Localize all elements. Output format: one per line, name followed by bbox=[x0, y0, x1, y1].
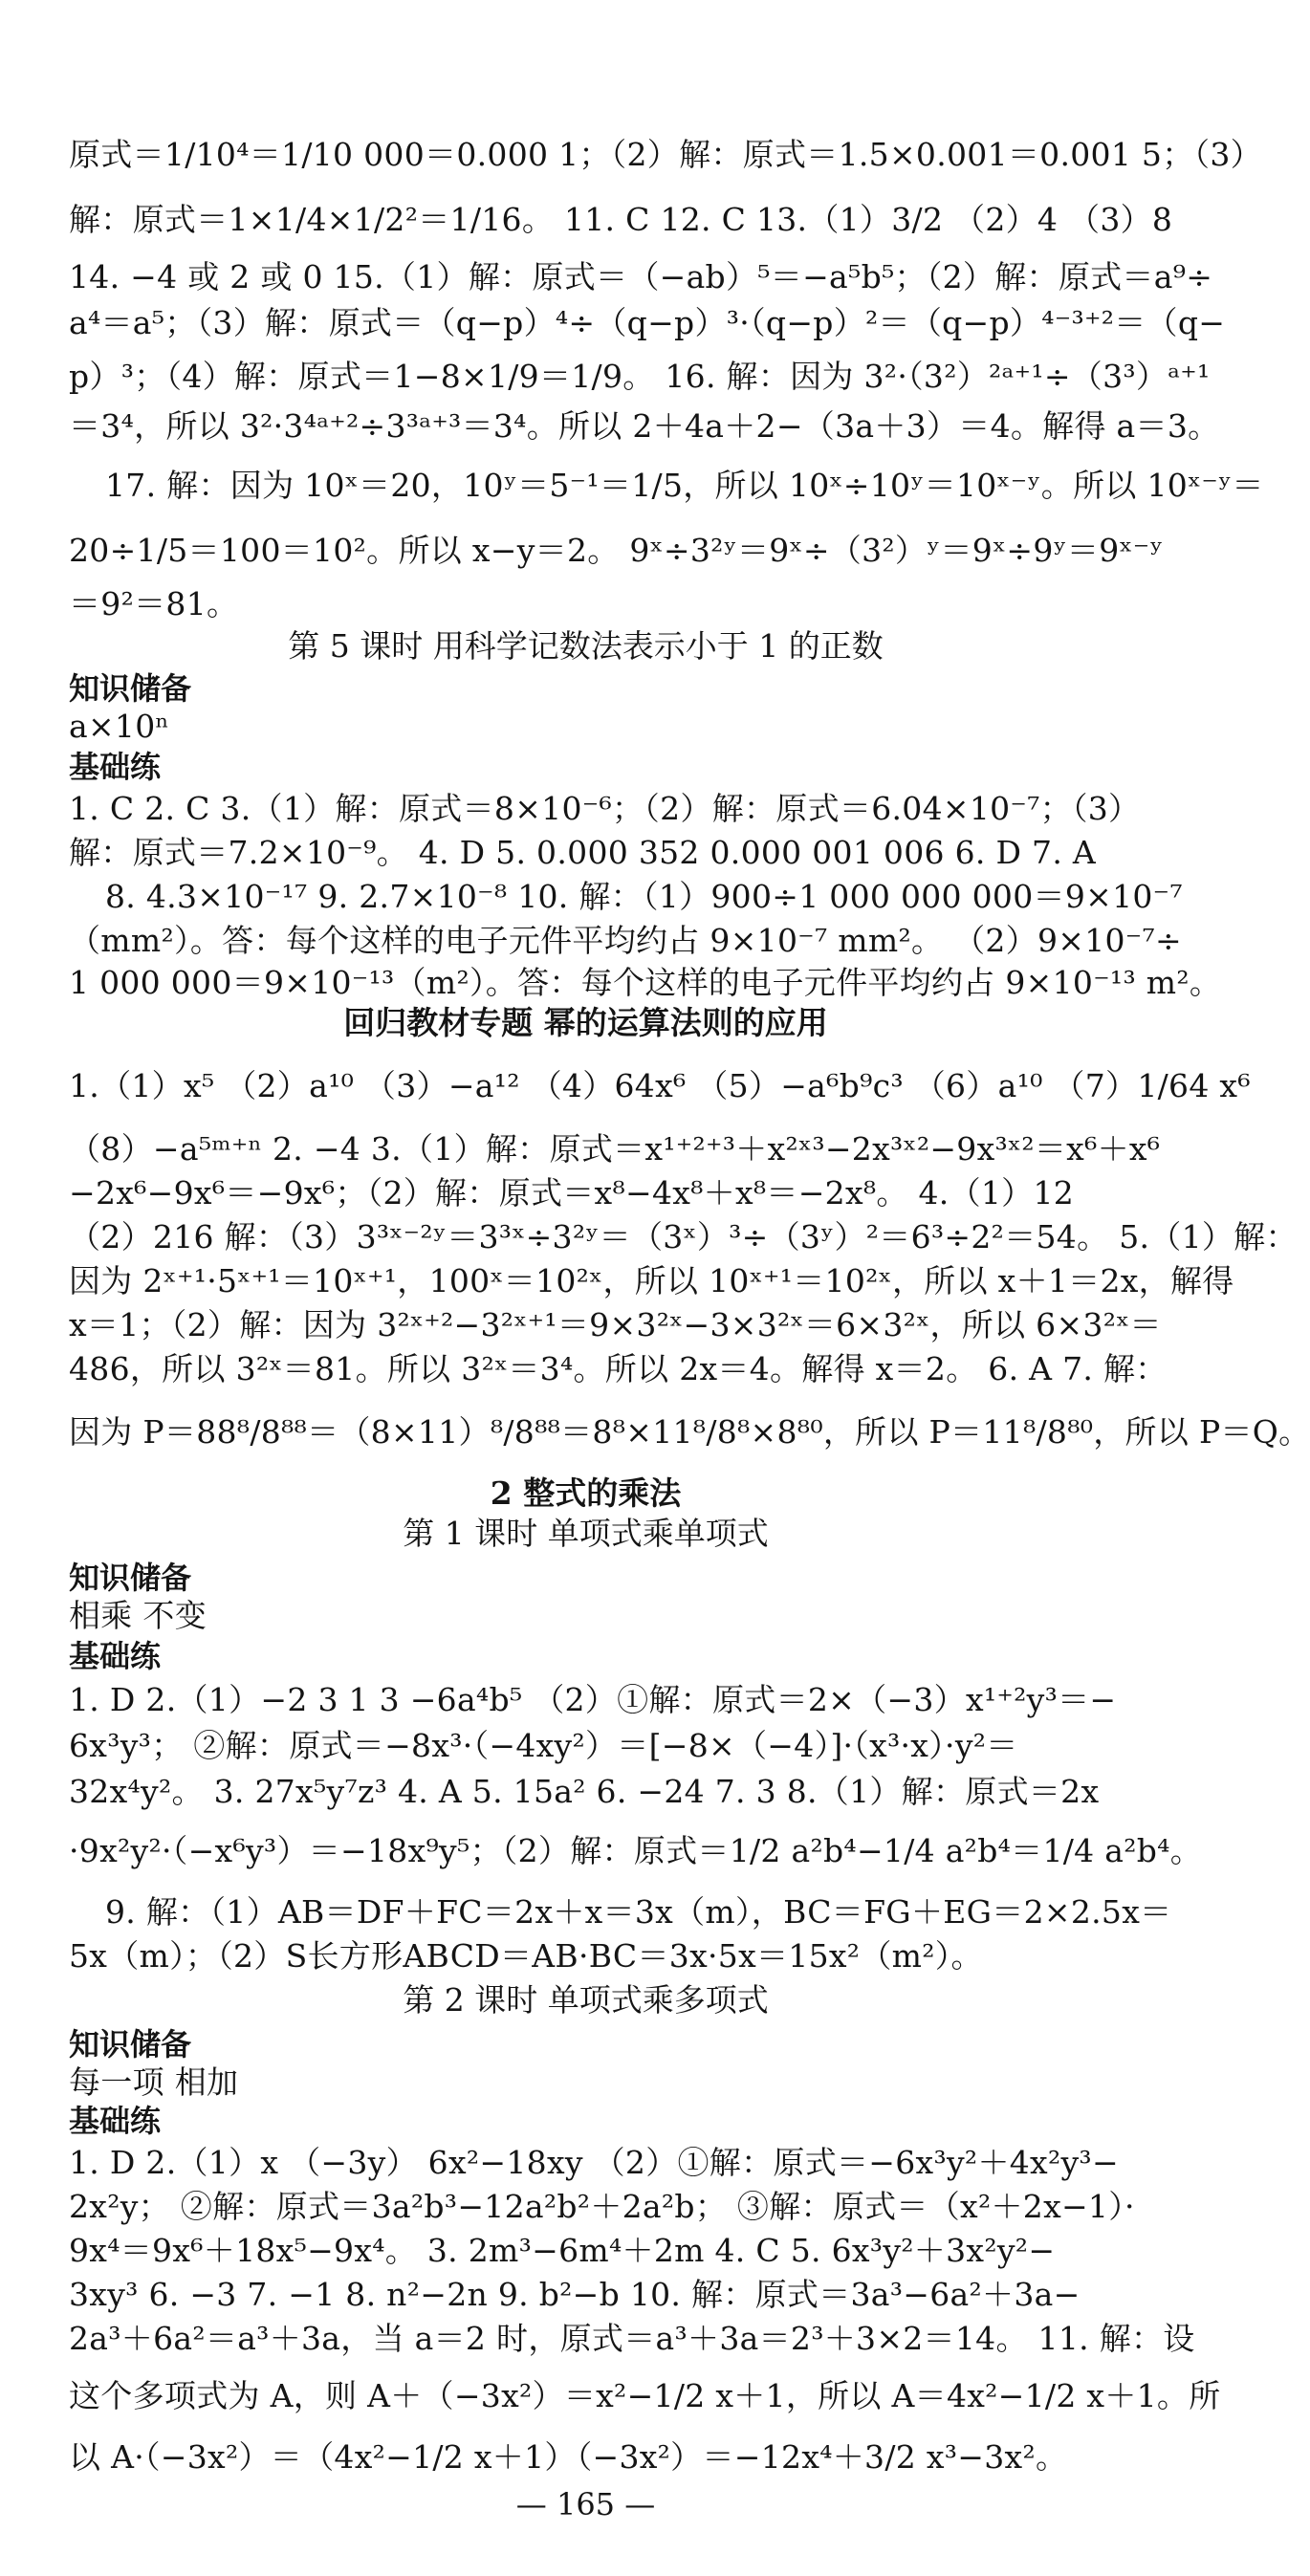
text-line: 8. 4.3×10⁻¹⁷ 9. 2.7×10⁻⁸ 10. 解：（1）900÷1 000 000 000＝9×10⁻⁷ bbox=[105, 878, 1183, 915]
text-line: 486，所以 3²ˣ＝81。所以 3²ˣ＝3⁴。所以 2x＝4。解得 x＝2。 6. A 7. 解： bbox=[69, 1350, 1168, 1387]
section-title: 第 1 课时 单项式乘单项式 bbox=[403, 1515, 769, 1552]
section-title: 回归教材专题 幂的运算法则的应用 bbox=[343, 1004, 828, 1041]
page-number: — 165 — bbox=[515, 2486, 656, 2522]
text-line: p）³；（4）解：原式＝1−8×1/9＝1/9。 16. 解：因为 3²·（3²）²ᵃ⁺¹÷（3³）ᵃ⁺¹ bbox=[69, 358, 1211, 395]
text-line: 2a³＋6a²＝a³＋3a，当 a＝2 时，原式＝a³＋3a＝2³＋3×2＝14。 11. 解：设 bbox=[69, 2320, 1195, 2357]
text-line: 2x²y； ②解：原式＝3a²b³−12a²b²＋2a²b； ③解：原式＝（x²＋2x−1）· bbox=[69, 2188, 1135, 2225]
text-line: 因为 P＝88⁸/8⁸⁸＝（8×11）⁸/8⁸⁸＝8⁸×11⁸/8⁸×8⁸⁰，所以 P＝11⁸/8⁸⁰，所以 P＝Q。 bbox=[69, 1413, 1310, 1451]
text-line: 1. D 2.（1）x （−3y） 6x²−18xy （2）①解：原式＝−6x³y²＋4x²y³− bbox=[69, 2144, 1119, 2181]
section-heading: 知识储备 bbox=[69, 670, 192, 707]
text-line: （mm²）。答：每个这样的电子元件平均约占 9×10⁻⁷ mm²。 （2）9×10⁻⁷÷ bbox=[69, 922, 1183, 959]
text-line: 原式＝1/10⁴＝1/10 000＝0.000 1；（2）解：原式＝1.5×0.001＝0.001 5；（3） bbox=[69, 136, 1262, 173]
text-line: 1 000 000＝9×10⁻¹³（m²）。答：每个这样的电子元件平均约占 9×10⁻¹³ m²。 bbox=[69, 964, 1222, 1001]
text-line: 以 A·（−3x²）＝（4x²−1/2 x＋1）（−3x²）＝−12x⁴＋3/2 x³−3x²。 bbox=[69, 2438, 1068, 2476]
text-line: ＝9²＝81。 bbox=[69, 585, 239, 622]
text-line: 每一项 相加 bbox=[69, 2063, 239, 2101]
text-line: 14. −4 或 2 或 0 15.（1）解：原式＝（−ab）⁵＝−a⁵b⁵；（2）解：原式＝a⁹÷ bbox=[69, 258, 1213, 295]
section-heading: 基础练 bbox=[69, 2103, 162, 2139]
text-line: ＝3⁴，所以 3²·3⁴ᵃ⁺²÷3³ᵃ⁺³＝3⁴。所以 2＋4a＋2−（3a＋3）＝4。解得 a＝3。 bbox=[69, 407, 1220, 445]
text-line: 1. D 2.（1）−2 3 1 3 −6a⁴b⁵ （2）①解：原式＝2×（−3）x¹⁺²y³＝− bbox=[69, 1681, 1117, 1718]
text-line: 3xy³ 6. −3 7. −1 8. n²−2n 9. b²−b 10. 解：原式＝3a³−6a²＋3a− bbox=[69, 2276, 1081, 2313]
text-line: 解：原式＝7.2×10⁻⁹。 4. D 5. 0.000 352 0.000 001 006 6. D 7. A bbox=[69, 834, 1097, 871]
text-line: 相乘 不变 bbox=[69, 1597, 207, 1634]
section-heading: 知识储备 bbox=[69, 1560, 192, 1596]
text-line: a×10ⁿ bbox=[69, 708, 170, 745]
text-line: ·9x²y²·（−x⁶y³）＝−18x⁹y⁵；（2）解：原式＝1/2 a²b⁴−1/4 a²b⁴＝1/4 a²b⁴。 bbox=[69, 1832, 1203, 1869]
text-line: （8）−a⁵ᵐ⁺ⁿ 2. −4 3.（1）解：原式＝x¹⁺²⁺³＋x²ˣ³−2x³ˣ²−9x³ˣ²＝x⁶＋x⁶ bbox=[69, 1130, 1161, 1168]
text-line: 32x⁴y²。 3. 27x⁵y⁷z³ 4. A 5. 15a² 6. −24 7. 3 8.（1）解：原式＝2x bbox=[69, 1773, 1100, 1810]
text-line: a⁴＝a⁵；（3）解：原式＝（q−p）⁴÷（q−p）³·（q−p）²＝（q−p）⁴⁻³⁺²＝（q− bbox=[69, 304, 1226, 341]
text-line: （2）216 解：（3）3³ˣ⁻²ʸ＝3³ˣ÷3²ʸ＝（3ˣ）³÷（3ʸ）²＝6³÷2²＝54。 5.（1）解： bbox=[69, 1218, 1298, 1255]
text-line: 20÷1/5＝100＝10²。所以 x−y＝2。 9ˣ÷3²ʸ＝9ˣ÷（3²）ʸ＝9ˣ÷9ʸ＝9ˣ⁻ʸ bbox=[69, 532, 1164, 569]
section-heading: 知识储备 bbox=[69, 2026, 192, 2063]
text-line: 这个多项式为 A，则 A＋（−3x²）＝x²−1/2 x＋1，所以 A＝4x²−1/2 x＋1。所 bbox=[69, 2377, 1221, 2414]
chapter-title: 2 整式的乘法 bbox=[490, 1474, 682, 1512]
text-line: 5x（m）；（2）S长方形ABCD＝AB·BC＝3x·5x＝15x²（m²）。 bbox=[69, 1937, 983, 1975]
text-line: 解：原式＝1×1/4×1/2²＝1/16。 11. C 12. C 13.（1）3/2 （2）4 （3）8 bbox=[69, 201, 1173, 238]
text-line: 6x³y³； ②解：原式＝−8x³·（−4xy²）＝[−8×（−4）]·（x³·x）·y²＝ bbox=[69, 1727, 1018, 1764]
text-line: 1.（1）x⁵ （2）a¹⁰ （3）−a¹² （4）64x⁶ （5）−a⁶b⁹c³ （6）a¹⁰ （7）1/64 x⁶ bbox=[69, 1067, 1251, 1104]
text-line: 17. 解：因为 10ˣ＝20，10ʸ＝5⁻¹＝1/5，所以 10ˣ÷10ʸ＝10ˣ⁻ʸ。所以 10ˣ⁻ʸ＝ bbox=[105, 467, 1264, 504]
section-heading: 基础练 bbox=[69, 1638, 162, 1674]
text-line: 9. 解：（1）AB＝DF＋FC＝2x＋x＝3x（m），BC＝FG＋EG＝2×2.5x＝ bbox=[105, 1893, 1172, 1931]
text-line: 因为 2ˣ⁺¹·5ˣ⁺¹＝10ˣ⁺¹，100ˣ＝10²ˣ，所以 10ˣ⁺¹＝10²ˣ，所以 x＋1＝2x，解得 bbox=[69, 1262, 1234, 1299]
text-line: 9x⁴＝9x⁶＋18x⁵−9x⁴。 3. 2m³−6m⁴＋2m 4. C 5. 6x³y²＋3x²y²− bbox=[69, 2232, 1056, 2269]
section-title: 第 2 课时 单项式乘多项式 bbox=[403, 1981, 769, 2019]
text-line: −2x⁶−9x⁶＝−9x⁶；（2）解：原式＝x⁸−4x⁸＋x⁸＝−2x⁸。 4.（1）12 bbox=[69, 1174, 1075, 1212]
text-line: x＝1；（2）解：因为 3²ˣ⁺²−3²ˣ⁺¹＝9×3²ˣ−3×3²ˣ＝6×3²ˣ，所以 6×3²ˣ＝ bbox=[69, 1306, 1162, 1343]
section-title: 第 5 课时 用科学记数法表示小于 1 的正数 bbox=[288, 627, 884, 665]
section-heading: 基础练 bbox=[69, 749, 162, 785]
text-line: 1. C 2. C 3.（1）解：原式＝8×10⁻⁶；（2）解：原式＝6.04×10⁻⁷；（3） bbox=[69, 790, 1141, 827]
